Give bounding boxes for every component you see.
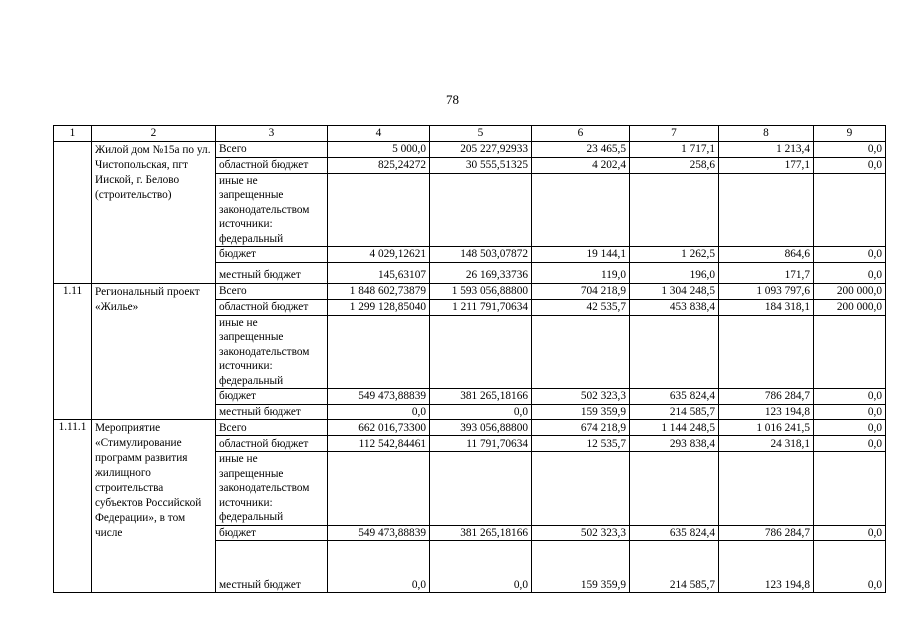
local-value-cell: 145,63107	[328, 262, 430, 283]
header-cell: 2	[92, 126, 216, 142]
header-cell: 7	[630, 126, 719, 142]
empty-cell	[328, 452, 430, 526]
other-sources-label: иные не запрещенные законодательством источники: федеральный	[216, 315, 328, 389]
empty-cell	[532, 173, 630, 247]
regional-value-cell: 453 838,4	[630, 299, 719, 315]
budget-table	[53, 125, 886, 593]
federal-value-cell: 635 824,4	[630, 389, 719, 405]
row-code	[54, 141, 92, 283]
row-name: Жилой дом №15а по ул. Чистопольская, пгт Ииской, г. Белово (строительство)	[92, 141, 216, 283]
empty-cell	[719, 315, 814, 389]
federal-label-line2: бюджет	[219, 526, 256, 539]
total-value-cell: 1 016 241,5	[719, 420, 814, 436]
local-value-cell: 119,0	[532, 262, 630, 283]
federal-value-cell: 549 473,88839	[328, 525, 430, 541]
local-value-cell: 0,0	[814, 541, 886, 593]
federal-value-cell: 0,0	[814, 247, 886, 263]
total-value-cell: 200 000,0	[814, 283, 886, 299]
empty-cell	[328, 173, 430, 247]
federal-label-line1: федеральный	[219, 511, 284, 523]
empty-cell	[814, 173, 886, 247]
empty-cell	[328, 315, 430, 389]
federal-value-cell: 635 824,4	[630, 525, 719, 541]
regional-value-cell: 112 542,84461	[328, 436, 430, 452]
total-value-cell: 1 213,4	[719, 141, 814, 157]
header-cell: 1	[54, 126, 92, 142]
table-row	[54, 420, 886, 436]
regional-value-cell: 825,24272	[328, 157, 430, 173]
table-row	[54, 141, 886, 157]
regional-value-cell: 24 318,1	[719, 436, 814, 452]
header-cell: 4	[328, 126, 430, 142]
empty-cell	[630, 315, 719, 389]
local-value-cell: 0,0	[328, 541, 430, 593]
federal-value-cell: 0,0	[814, 389, 886, 405]
total-value-cell: 1 848 602,73879	[328, 283, 430, 299]
regional-value-cell: 293 838,4	[630, 436, 719, 452]
total-value-cell: 1 304 248,5	[630, 283, 719, 299]
local-value-cell: 123 194,8	[719, 404, 814, 420]
total-label: Всего	[216, 283, 328, 299]
regional-value-cell: 30 555,51325	[430, 157, 532, 173]
empty-cell	[532, 315, 630, 389]
total-value-cell: 674 218,9	[532, 420, 630, 436]
local-value-cell: 159 359,9	[532, 404, 630, 420]
federal-value-cell: 381 265,18166	[430, 389, 532, 405]
federal-value-cell: 19 144,1	[532, 247, 630, 263]
total-value-cell: 1 717,1	[630, 141, 719, 157]
regional-value-cell: 1 211 791,70634	[430, 299, 532, 315]
row-name: Региональный проект «Жилье»	[92, 283, 216, 420]
local-value-cell: 159 359,9	[532, 541, 630, 593]
empty-cell	[430, 315, 532, 389]
federal-value-cell: 786 284,7	[719, 525, 814, 541]
header-cell: 3	[216, 126, 328, 142]
total-value-cell: 23 465,5	[532, 141, 630, 157]
other-sources-label: иные не запрещенные законодательством источники: федеральный	[216, 173, 328, 247]
regional-value-cell: 0,0	[814, 157, 886, 173]
local-value-cell: 0,0	[328, 404, 430, 420]
local-budget-label: местный бюджет	[216, 541, 328, 593]
local-value-cell: 0,0	[430, 404, 532, 420]
header-cell: 9	[814, 126, 886, 142]
local-value-cell: 123 194,8	[719, 541, 814, 593]
empty-cell	[630, 173, 719, 247]
local-value-cell: 214 585,7	[630, 541, 719, 593]
other-sources-label: иные не запрещенные законодательством источники: федеральный	[216, 452, 328, 526]
empty-cell	[532, 452, 630, 526]
federal-budget-label	[216, 389, 328, 405]
total-value-cell: 0,0	[814, 420, 886, 436]
local-value-cell: 0,0	[814, 262, 886, 283]
total-value-cell: 662 016,73300	[328, 420, 430, 436]
local-value-cell: 0,0	[430, 541, 532, 593]
local-value-cell: 171,7	[719, 262, 814, 283]
local-budget-label: местный бюджет	[216, 404, 328, 420]
empty-cell	[814, 452, 886, 526]
total-value-cell: 205 227,92933	[430, 141, 532, 157]
regional-budget-label: областной бюджет	[216, 157, 328, 173]
regional-value-cell: 0,0	[814, 436, 886, 452]
total-label: Всего	[216, 420, 328, 436]
regional-value-cell: 258,6	[630, 157, 719, 173]
federal-value-cell: 502 323,3	[532, 389, 630, 405]
federal-value-cell: 502 323,3	[532, 525, 630, 541]
total-value-cell: 704 218,9	[532, 283, 630, 299]
federal-value-cell: 1 262,5	[630, 247, 719, 263]
total-value-cell: 1 593 056,88800	[430, 283, 532, 299]
federal-label-line2: бюджет	[219, 390, 256, 402]
regional-budget-label: областной бюджет	[216, 299, 328, 315]
empty-cell	[719, 173, 814, 247]
federal-label-line2: бюджет	[219, 248, 256, 260]
federal-value-cell: 0,0	[814, 525, 886, 541]
local-value-cell: 26 169,33736	[430, 262, 532, 283]
federal-value-cell: 864,6	[719, 247, 814, 263]
table-row	[54, 283, 886, 299]
total-value-cell: 5 000,0	[328, 141, 430, 157]
empty-cell	[719, 452, 814, 526]
local-value-cell: 214 585,7	[630, 404, 719, 420]
federal-budget-label	[216, 525, 328, 541]
row-name: Мероприятие «Стимулирование программ развития жилищного строительства субъектов Российской Федерации», в том числе	[92, 420, 216, 593]
regional-value-cell: 4 202,4	[532, 157, 630, 173]
federal-value-cell: 4 029,12621	[328, 247, 430, 263]
local-budget-label: местный бюджет	[216, 262, 328, 283]
regional-value-cell: 177,1	[719, 157, 814, 173]
regional-budget-label: областной бюджет	[216, 436, 328, 452]
federal-value-cell: 549 473,88839	[328, 389, 430, 405]
regional-value-cell: 11 791,70634	[430, 436, 532, 452]
page-number: 78	[446, 92, 459, 107]
regional-value-cell: 1 299 128,85040	[328, 299, 430, 315]
regional-value-cell: 184 318,1	[719, 299, 814, 315]
empty-cell	[630, 452, 719, 526]
federal-budget-label	[216, 247, 328, 263]
regional-value-cell: 42 535,7	[532, 299, 630, 315]
federal-label-line1: федеральный	[219, 374, 284, 387]
total-value-cell: 1 144 248,5	[630, 420, 719, 436]
total-label: Всего	[216, 141, 328, 157]
federal-value-cell: 786 284,7	[719, 389, 814, 405]
federal-label-line1: федеральный	[219, 232, 284, 245]
regional-value-cell: 12 535,7	[532, 436, 630, 452]
row-code: 1.11	[54, 283, 92, 420]
header-cell: 6	[532, 126, 630, 142]
total-value-cell: 0,0	[814, 141, 886, 157]
empty-cell	[814, 315, 886, 389]
federal-value-cell: 381 265,18166	[430, 525, 532, 541]
header-cell: 5	[430, 126, 532, 142]
local-value-cell: 196,0	[630, 262, 719, 283]
federal-value-cell: 148 503,07872	[430, 247, 532, 263]
total-value-cell: 1 093 797,6	[719, 283, 814, 299]
header-row	[54, 126, 886, 142]
empty-cell	[430, 173, 532, 247]
row-code: 1.11.1	[54, 420, 92, 593]
total-value-cell: 393 056,88800	[430, 420, 532, 436]
regional-value-cell: 200 000,0	[814, 299, 886, 315]
empty-cell	[430, 452, 532, 526]
header-cell: 8	[719, 126, 814, 142]
local-value-cell: 0,0	[814, 404, 886, 420]
